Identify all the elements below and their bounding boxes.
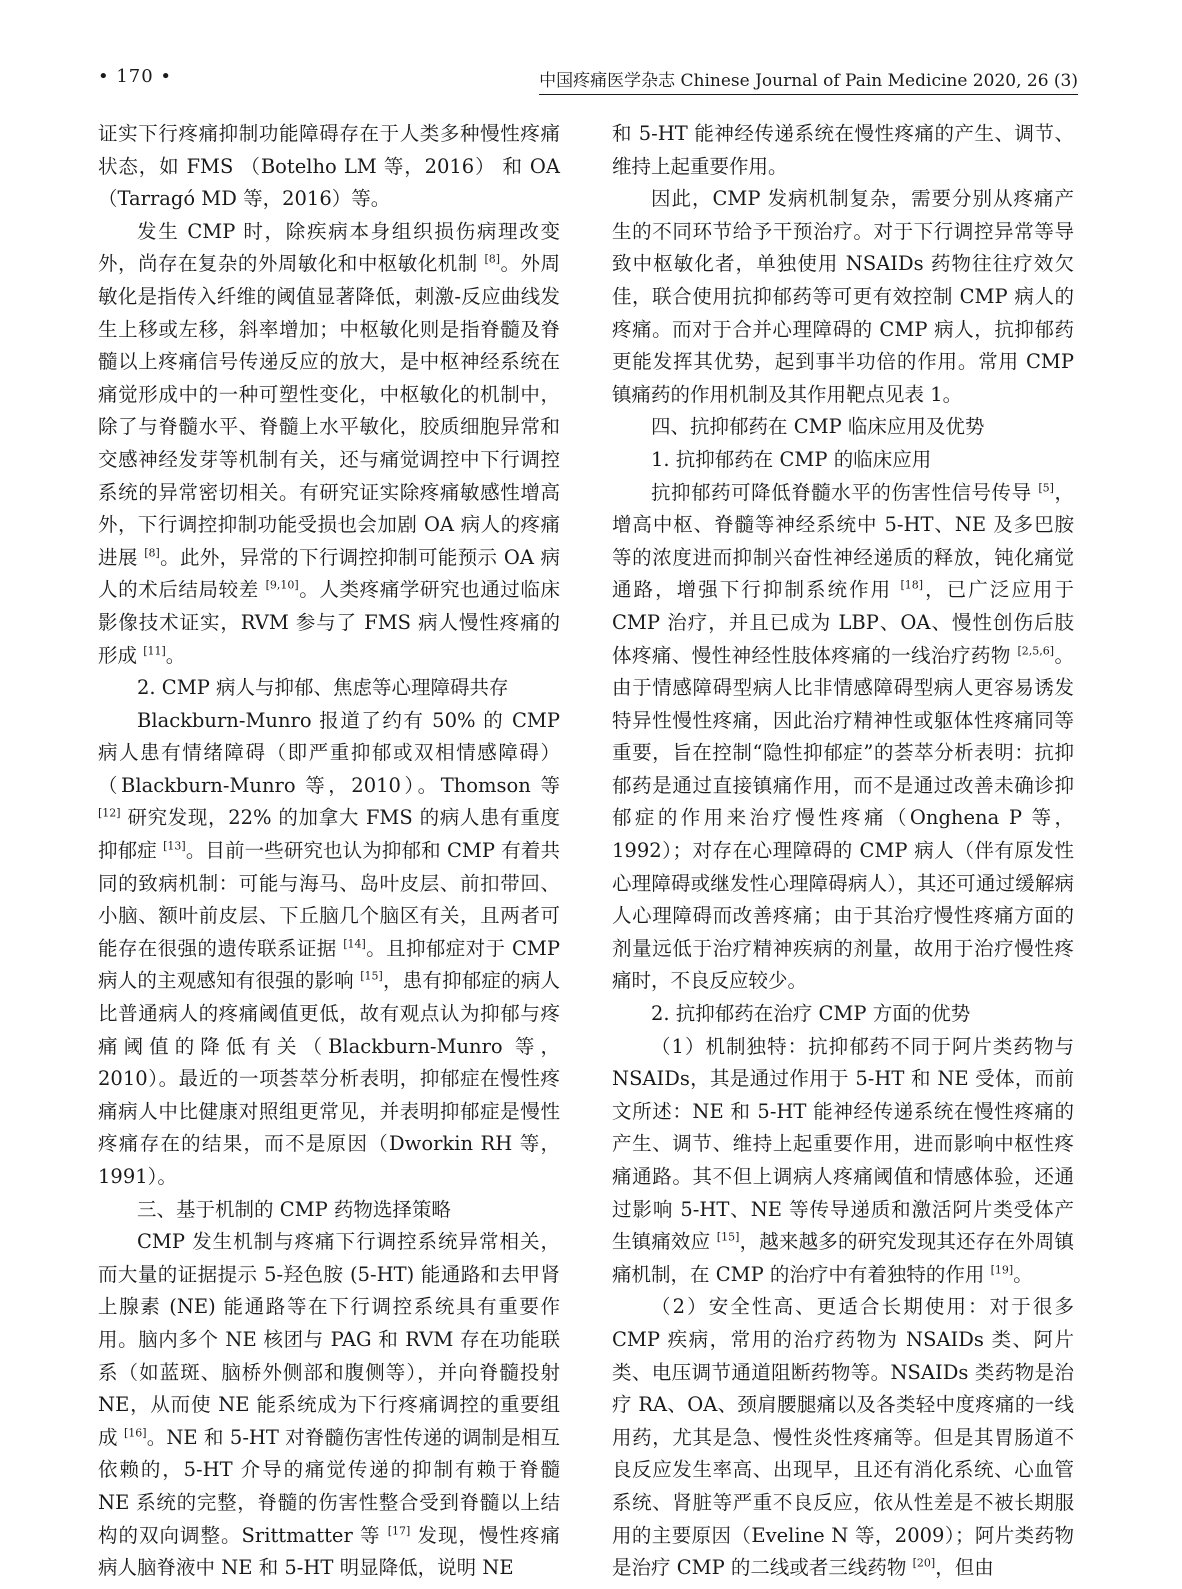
paragraph: 四、抗抑郁药在 CMP 临床应用及优势: [651, 415, 985, 439]
citation: [11]: [143, 644, 166, 657]
citation: [8]: [144, 546, 160, 560]
citation: [9,10]: [265, 578, 299, 592]
paragraph: 1. 抗抑郁药在 CMP 的临床应用: [651, 447, 932, 471]
right-column: [612, 118, 1074, 1585]
paragraph: 三、基于机制的 CMP 药物选择策略: [137, 1197, 451, 1221]
citation: [16]: [123, 1426, 147, 1440]
citation: [14]: [343, 937, 366, 951]
left-column: [98, 118, 560, 1585]
paragraph: CMP 发生机制与疼痛下行调控系统异常相关，而大量的证据提示 5-羟色胺 (5-HT) 能通路和去甲肾上腺素 (NE) 能通路等在下行调控系统具有重要作用。脑内多个 NE 核团与 PAG 和 RVM 存在功能联系（如蓝斑、脑桥外侧部和腹侧等），并向脊髓投射 NE，从而使 NE 能系统成为下行疼痛调控的重要组成 [16]。NE 和 5-HT 对脊髓伤害性传递的调制是相互依赖的，5-HT 介导的痛觉传递的抑制有赖于脊髓 NE 系统的完整，脊髓的伤害性整合受到脊髓以上结构的双向调整。Srittmatter 等 [17] 发现，慢性疼痛病人脑脊液中 NE 和 5-HT 明显降低，说明 NE: [98, 1230, 561, 1580]
citation: [15]: [716, 1230, 740, 1244]
paragraph: 发生 CMP 时，除疾病本身组织损伤病理改变外，尚存在复杂的外周敏化和中枢敏化机制 [8]。外周敏化是指传入纤维的阈值显著降低，刺激-反应曲线发生上移或左移，斜率增加；中枢敏化则是指脊髓及脊髓以上疼痛信号传递反应的放大，是中枢神经系统在痛觉形成中的一种可塑性变化，中枢敏化的机制中，除了与脊髓水平、脊髓上水平敏化，胶质细胞异常和交感神经发芽等机制有关，还与痛觉调控中下行调控系统的异常密切相关。有研究证实除疼痛敏感性增高外，下行调控抑制功能受损也会加剧 OA 病人的疼痛进展 [8]。此外，异常的下行调控抑制可能预示 OA 病人的术后结局较差 [9,10]。人类疼痛学研究也通过临床影像技术证实，RVM 参与了 FMS 病人慢性疼痛的形成 [11]。: [98, 219, 561, 667]
paragraph: 因此，CMP 发病机制复杂，需要分别从疼痛产生的不同环节给予干预治疗。对于下行调控异常等导致中枢敏化者，单独使用 NSAIDs 药物往往疗效欠佳，联合使用抗抑郁药等可更有效控制 CMP 病人的疼痛。而对于合并心理障碍的 CMP 病人，抗抑郁药更能发挥其优势，起到事半功倍的作用。常用 CMP 镇痛药的作用机制及其作用靶点见表 1。: [612, 187, 1074, 406]
citation: [15]: [360, 969, 383, 983]
citation: [13]: [163, 839, 186, 853]
citation: [5]: [1038, 481, 1054, 495]
page-number: • 170 •: [98, 66, 173, 87]
paragraph: 抗抑郁药可降低脊髓水平的伤害性信号传导 [5]，增高中枢、脊髓等神经系统中 5-HT、NE 及多巴胺等的浓度进而抑制兴奋性神经递质的释放，钝化痛觉通路，增强下行抑制系统作用 [18]，已广泛应用于 CMP 治疗，并且已成为 LBP、OA、慢性创伤后肢体疼痛、慢性神经性肢体疼痛的一线治疗药物 [2,5,6]。由于情感障碍型病人比非情感障碍型病人更容易诱发特异性慢性疼痛，因此治疗精神性或躯体性疼痛同等重要，旨在控制“隐性抑郁症”的荟萃分析表明：抗抑郁药是通过直接镇痛作用，而不是通过改善未确诊抑郁症的作用来治疗慢性疼痛（Onghena P 等，1992）；对存在心理障碍的 CMP 病人（伴有原发性心理障碍或继发性心理障碍病人），其还可通过缓解病人心理障碍而改善疼痛；由于其治疗慢性疼痛方面的剂量远低于治疗精神疾病的剂量，故用于治疗慢性疼痛时，不良反应较少。: [612, 480, 1074, 993]
paragraph: （2）安全性高、更适合长期使用：对于很多 CMP 疾病，常用的治疗药物为 NSAIDs 类、阿片类、电压调节通道阻断药物等。NSAIDs 类药物是治疗 RA、OA、颈肩腰腿痛以及各类轻中度疼痛的一线用药，尤其是急、慢性炎性疼痛等。但是其胃肠道不良反应发生率高、出现早，且还有消化系统、心血管系统、肾脏等严重不良反应，依从性差是不被长期服用的主要原因（Eveline N 等，2009）；阿片类药物是治疗 CMP 的二线或者三线药物 [20]，但由: [612, 1295, 1074, 1580]
citation: [18]: [900, 578, 924, 592]
citation: [17]: [387, 1524, 411, 1538]
paragraph: 和 5-HT 能神经传递系统在慢性疼痛的产生、调节、维持上起重要作用。: [612, 122, 1074, 178]
citation: [20]: [912, 1556, 936, 1570]
paragraph: 证实下行疼痛抑制功能障碍存在于人类多种慢性疼痛状态，如 FMS （Botelho LM 等，2016） 和 OA（Tarragó MD 等，2016）等。: [98, 122, 560, 211]
journal-header: 中国疼痛医学杂志 Chinese Journal of Pain Medicine 2020, 26 (3): [539, 66, 1078, 95]
paragraph: Blackburn-Munro 报道了约有 50% 的 CMP 病人患有情绪障碍（即严重抑郁或双相情感障碍）（Blackburn-Munro 等，2010）。Thomson 等 [12] 研究发现，22% 的加拿大 FMS 的病人患有重度抑郁症 [13]。目前一些研究也认为抑郁和 CMP 有着共同的致病机制：可能与海马、岛叶皮层、前扣带回、小脑、额叶前皮层、下丘脑几个脑区有关，且两者可能存在很强的遗传联系证据 [14]。且抑郁症对于 CMP 病人的主观感知有很强的影响 [15]，患有抑郁症的病人比普通病人的疼痛阈值更低，故有观点认为抑郁与疼痛阈值的降低有关（Blackburn-Munro 等，2010）。最近的一项荟萃分析表明，抑郁症在慢性疼痛病人中比健康对照组更常见，并表明抑郁症是慢性疼痛存在的结果，而不是原因（Dworkin RH 等，1991）。: [98, 708, 561, 1188]
citation: [12]: [98, 806, 121, 820]
paragraph: 2. 抗抑郁药在治疗 CMP 方面的优势: [651, 1002, 971, 1026]
citation: [2,5,6]: [1017, 644, 1055, 657]
paragraph: （1）机制独特：抗抑郁药不同于阿片类药物与 NSAIDs，其是通过作用于 5-HT 和 NE 受体，而前文所述：NE 和 5-HT 能神经传递系统在慢性疼痛的产生、调节、维持上起重要作用，进而影响中枢性疼痛通路。其不但上调病人疼痛阈值和情感体验，还通过影响 5-HT、NE 等传导递质和激活阿片类受体产生镇痛效应 [15]，越来越多的研究发现其还存在外周镇痛机制，在 CMP 的治疗中有着独特的作用 [19]。: [612, 1034, 1074, 1286]
paragraph: 2. CMP 病人与抑郁、焦虑等心理障碍共存: [137, 676, 509, 700]
citation: [8]: [484, 252, 501, 266]
citation: [19]: [990, 1263, 1014, 1277]
